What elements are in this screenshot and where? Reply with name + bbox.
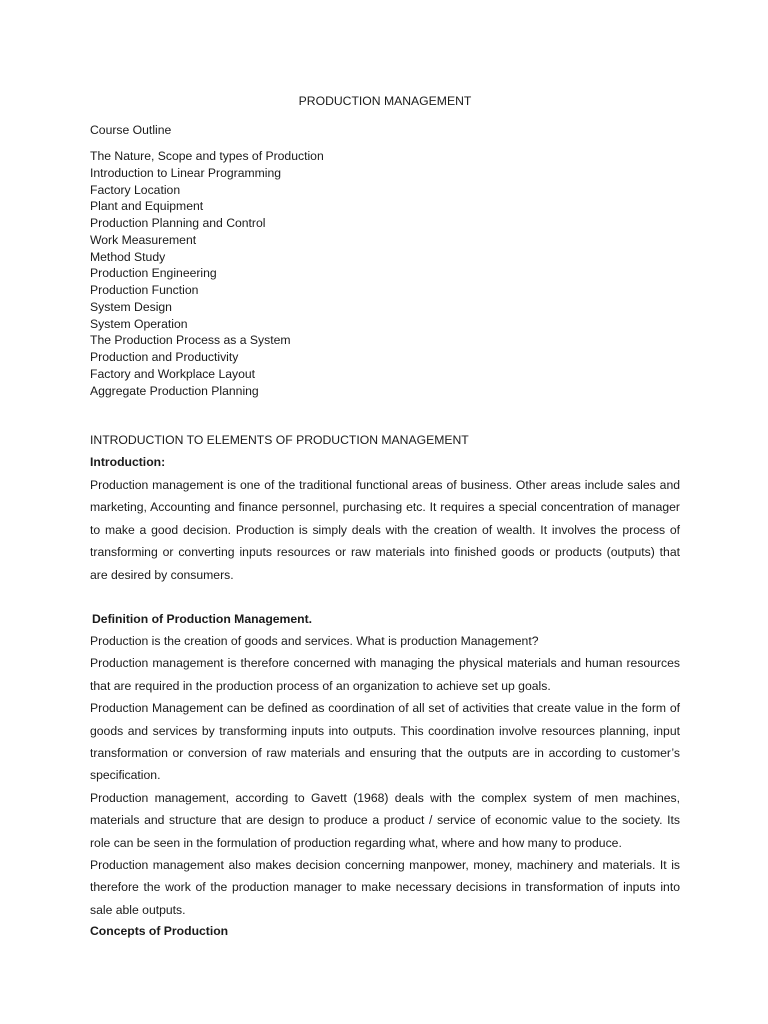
course-outline-item: The Production Process as a System	[90, 333, 291, 348]
concepts-heading: Concepts of Production	[90, 924, 229, 938]
course-outline-item: Production Engineering	[90, 266, 217, 281]
course-outline-item: Factory and Workplace Layout	[90, 366, 256, 381]
definition-body	[90, 630, 680, 921]
course-outline-item: Production Planning and Control	[90, 216, 266, 230]
document-page	[90, 0, 680, 1024]
course-outline-item: Work Measurement	[90, 232, 197, 247]
course-outline-heading: Course Outline	[90, 123, 172, 137]
course-outline-item: The Nature, Scope and types of Production	[90, 149, 324, 163]
course-outline-item: Method Study	[90, 249, 166, 264]
introduction-paragraph: Production management is one of the traditional functional areas of business. Other areas include sales and marketing, Accounting and finance personnel, purchasing etc. It requires a special concentration of manager to make a good decision. Production is simply deals with the creation of wealth. It involves the process of transforming or converting inputs resources or raw materials into finished goods or products (outputs) that are desired by consumers.	[90, 478, 680, 582]
course-outline-item: Introduction to Linear Programming	[90, 165, 282, 180]
course-outline-item: Production and Productivity	[90, 350, 239, 364]
introduction-heading: Introduction:	[90, 455, 166, 469]
course-outline-item: Factory Location	[90, 182, 181, 197]
definition-paragraph: Production management is therefore concerned with managing the physical materials and human resources that are required in the production process of an organization to achieve set up goals.	[90, 656, 680, 693]
definition-paragraph: Production Management can be defined as coordination of all set of activities that create value in the form of goods and services by transforming inputs into outputs. This coordination involve resources planning, input transformation or conversion of raw materials and ensuring that the outputs are in according to customer’s specification.	[90, 701, 680, 783]
document-title: PRODUCTION MANAGEMENT	[298, 94, 472, 108]
definition-heading: Definition of Production Management.	[92, 612, 313, 626]
course-outline-item: Aggregate Production Planning	[90, 383, 259, 398]
course-outline-item: System Design	[90, 299, 172, 314]
course-outline-item: System Operation	[90, 316, 188, 331]
course-outline-item: Plant and Equipment	[90, 199, 204, 214]
course-outline-item: Production Function	[90, 283, 199, 297]
definition-paragraph: Production is the creation of goods and services. What is production Management?	[90, 634, 539, 648]
definition-paragraph: Production management, according to Gavett (1968) deals with the complex system of men machines, materials and structure that are design to produce a product / service of economic value to the society. Its role can be seen in the formulation of production regarding what, where and how many to produce.	[90, 790, 680, 850]
definition-paragraph: Production management also makes decision concerning manpower, money, machinery and materials. It is therefore the work of the production manager to make necessary decisions in transformation of inputs into sale able outputs.	[90, 858, 680, 917]
section-title: INTRODUCTION TO ELEMENTS OF PRODUCTION MANAGEMENT	[90, 433, 469, 447]
course-outline-list	[90, 148, 324, 399]
